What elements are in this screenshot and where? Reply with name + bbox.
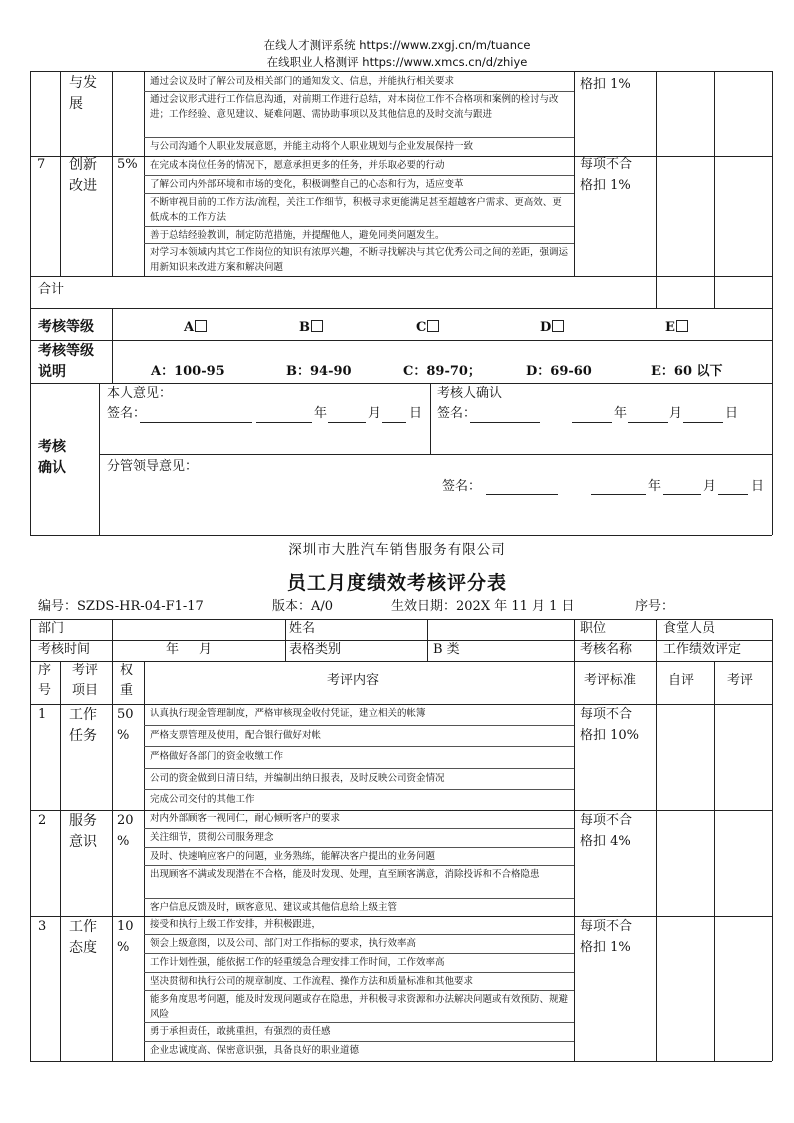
form-code: 编号：SZDS-HR-04-F1-17 <box>38 599 204 614</box>
grade-desc-e: E：60 以下 <box>651 364 723 379</box>
grade-checkbox[interactable] <box>552 320 564 332</box>
content-row: 领会上级意图，以及公司、部门对工作指标的要求，执行效率高 <box>150 938 417 949</box>
leader-sign-label: 签名： <box>442 479 482 494</box>
grade-desc-label-2: 说明 <box>38 364 66 380</box>
item-name-1: 工作 <box>69 919 97 935</box>
item7-content-row: 在完成本岗位任务的情况下，愿意承担更多的任务，并乐取必要的行动 <box>150 160 445 171</box>
grade-desc-b: B：94-90 <box>286 364 352 379</box>
grade-checkbox[interactable] <box>427 320 439 332</box>
name-label: 姓名 <box>289 621 316 636</box>
item7-content-row: 了解公司内外部环境和市场的变化，积极调整自己的心态和行为，适应变革 <box>150 179 464 190</box>
cont-content-row: 通过会议形式进行工作信息沟通，对前期工作进行总结，对本岗位工作不合格项和案例的检讨与改进；工作经验、意见建议、疑难问题、需协助事项以及其他信息的及时交流与跟进 <box>150 94 559 120</box>
self-score-cell[interactable] <box>657 811 713 915</box>
item-standard-2: 格扣 4% <box>580 834 631 849</box>
confirm-label-2: 确认 <box>38 460 66 476</box>
grade-label: 考核等级 <box>38 319 94 335</box>
leader-month-label: 月 <box>703 479 717 494</box>
item7-no: 7 <box>37 157 46 172</box>
item7-weight: 5% <box>117 157 138 172</box>
form-type-value: B 类 <box>433 642 460 657</box>
col-item-1: 考评 <box>72 663 99 678</box>
item-no: 3 <box>38 919 47 934</box>
item-weight-2: % <box>117 834 130 849</box>
item-standard-2: 格扣 1% <box>580 940 631 955</box>
content-row: 工作计划性强，能依据工作的轻重缓急合理安排工作时间，工作效率高 <box>150 957 445 968</box>
grade-desc-c: C：89-70； <box>403 364 481 379</box>
grade-option-e[interactable]: E <box>665 320 688 335</box>
grade-desc-label-1: 考核等级 <box>38 343 94 359</box>
position-value: 食堂人员 <box>663 621 716 636</box>
content-row: 企业忠诚度高、保密意识强，具备良好的职业道德 <box>150 1045 360 1056</box>
name-field[interactable] <box>428 620 573 639</box>
content-row: 及时、快速响应客户的问题，业务熟练，能解决客户提出的业务问题 <box>150 851 436 862</box>
cont-item-name-2: 展 <box>69 96 83 112</box>
col-no-1: 序 <box>38 663 52 678</box>
cont-content-row: 通过会议及时了解公司及相关部门的通知发文、信息，并能执行相关要求 <box>150 76 455 87</box>
leader-opinion-label: 分管领导意见： <box>107 459 199 474</box>
assessor-day-label: 日 <box>725 406 739 421</box>
content-row: 坚决贯彻和执行公司的规章制度、工作流程、操作方法和质量标准和其他要求 <box>150 976 474 987</box>
grade-option-a[interactable]: A <box>184 320 207 335</box>
item-weight-1: 50 <box>117 707 134 722</box>
dept-field[interactable] <box>113 620 284 639</box>
col-standard: 考评标准 <box>584 673 637 688</box>
grade-option-b[interactable]: B <box>299 320 323 335</box>
item7-standard-2: 格扣 1% <box>580 178 631 193</box>
item7-name-1: 创新 <box>69 157 97 173</box>
leader-sign-line[interactable] <box>486 494 558 495</box>
cont-content-row: 与公司沟通个人职业发展意愿，并能主动将个人职业规划与企业发展保持一致 <box>150 141 474 152</box>
assessor-sign-line[interactable] <box>470 422 540 423</box>
form-title: 员工月度绩效考核评分表 <box>286 572 507 594</box>
col-content: 考评内容 <box>327 673 380 688</box>
self-sign-line[interactable] <box>140 422 252 423</box>
item7-standard-1: 每项不合 <box>580 157 633 172</box>
content-row: 对内外部顾客一视同仁，耐心倾听客户的要求 <box>150 813 341 824</box>
assessor-year-label: 年 <box>614 406 628 421</box>
grade-checkbox[interactable] <box>311 320 323 332</box>
grade-checkbox[interactable] <box>676 320 688 332</box>
assess-score-cell[interactable] <box>715 811 771 915</box>
content-row: 能多角度思考问题，能及时发现问题或存在隐患，并积极寻求资源和办法解决问题或有效预防、规避风险 <box>150 994 569 1020</box>
item-standard-1: 每项不合 <box>580 813 633 828</box>
col-weight-2: 重 <box>120 683 134 698</box>
content-row: 客户信息反馈及时，顾客意见、建议或其他信息给上级主管 <box>150 902 398 913</box>
assessor-month-line[interactable] <box>628 422 668 423</box>
item-no: 2 <box>38 813 47 828</box>
cont-item-name-1: 与发 <box>69 75 97 91</box>
page-header-line-1: 在线人才测评系统 https://www.zxgj.cn/m/tuance <box>263 38 531 52</box>
self-score-cell[interactable] <box>657 917 713 1060</box>
item-weight-1: 10 <box>117 919 134 934</box>
content-row: 公司的资金做到日清日结，并编制出纳日报表，及时反映公司资金情况 <box>150 773 445 784</box>
self-month-line[interactable] <box>328 422 366 423</box>
self-month-label: 月 <box>368 406 382 421</box>
leader-year-label: 年 <box>648 479 662 494</box>
dept-label: 部门 <box>38 621 65 636</box>
col-self: 自评 <box>668 673 695 688</box>
item-name-2: 态度 <box>69 940 97 956</box>
item7-content-row: 不断审视目前的工作方法/流程，关注工作细节，积极寻求更能满足甚至超越客户需求、更高效、更低成本的工作方法 <box>150 197 562 223</box>
item-weight-1: 20 <box>117 813 134 828</box>
grade-option-c[interactable]: C <box>416 320 439 335</box>
self-day-label: 日 <box>409 406 423 421</box>
self-sign-label: 签名： <box>107 406 147 421</box>
self-year-line[interactable] <box>256 422 312 423</box>
assessor-day-line[interactable] <box>683 422 723 423</box>
period-year: 年 <box>166 642 180 657</box>
assessor-month-label: 月 <box>669 406 683 421</box>
period-label: 考核时间 <box>38 642 91 657</box>
leader-day-label: 日 <box>751 479 765 494</box>
confirm-label-1: 考核 <box>38 439 66 455</box>
company-name: 深圳市大胜汽车销售服务有限公司 <box>288 542 506 558</box>
item-standard-1: 每项不合 <box>580 707 633 722</box>
self-year-label: 年 <box>314 406 328 421</box>
effective-date: 生效日期：202X 年 11 月 1 日 <box>391 599 575 614</box>
item-weight-2: % <box>117 728 130 743</box>
form-type-label: 表格类别 <box>289 642 342 657</box>
assess-name-value: 工作绩效评定 <box>663 642 742 657</box>
item-standard-1: 每项不合 <box>580 919 633 934</box>
assessor-year-line[interactable] <box>572 422 612 423</box>
item-name-2: 任务 <box>69 728 97 744</box>
total-label: 合计 <box>38 282 65 297</box>
content-row: 严格做好各部门的资金收缴工作 <box>150 751 284 762</box>
assessor-sign-label: 签名： <box>437 406 477 421</box>
position-label: 职位 <box>580 621 607 636</box>
item-name-1: 工作 <box>69 707 97 723</box>
period-month: 月 <box>199 642 213 657</box>
leader-month-line[interactable] <box>663 494 701 495</box>
item7-content-row: 对学习本领域内其它工作岗位的知识有浓厚兴趣，不断寻找解决与其它优秀公司之间的差距，强调运用新知识来改进方案和解决问题 <box>150 247 569 273</box>
col-assess: 考评 <box>727 673 754 688</box>
content-row: 勇于承担责任，敢挑重担，有强烈的责任感 <box>150 1026 331 1037</box>
col-item-2: 项目 <box>72 683 99 698</box>
page-header-line-2: 在线职业人格测评 https://www.xmcs.cn/d/zhiye <box>266 55 528 69</box>
assess-score-cell[interactable] <box>715 705 771 809</box>
leader-day-line[interactable] <box>718 494 748 495</box>
grade-checkbox[interactable] <box>195 320 207 332</box>
serial-label: 序号： <box>635 599 675 614</box>
assessor-confirm-label: 考核人确认 <box>437 386 503 401</box>
col-weight-1: 权 <box>120 663 134 678</box>
item7-content-row: 善于总结经验教训，制定防范措施，并提醒他人，避免同类问题发生。 <box>150 230 445 241</box>
col-no-2: 号 <box>38 683 52 698</box>
item-name-2: 意识 <box>69 834 97 850</box>
grade-desc-a: A：100-95 <box>151 364 225 379</box>
content-row: 关注细节，贯彻公司服务理念 <box>150 832 274 843</box>
form-version: 版本：A/0 <box>272 599 334 614</box>
content-row: 认真执行现金管理制度，严格审核现金收付凭证，建立相关的帐簿 <box>150 708 426 719</box>
cont-standard: 格扣 1% <box>580 77 631 92</box>
grade-option-d[interactable]: D <box>540 320 564 335</box>
item-no: 1 <box>38 707 47 722</box>
assess-score-cell[interactable] <box>715 917 771 1060</box>
self-score-cell[interactable] <box>657 705 713 809</box>
item-standard-2: 格扣 10% <box>580 728 640 743</box>
content-row: 严格支票管理及使用，配合银行做好对帐 <box>150 730 322 741</box>
leader-year-line[interactable] <box>591 494 646 495</box>
content-row: 出现顾客不满或发现潜在不合格，能及时发现、处理，直至顾客满意，消除投诉和不合格隐患 <box>150 869 540 880</box>
self-day-line[interactable] <box>382 422 406 423</box>
item7-name-2: 改进 <box>69 178 97 194</box>
self-opinion-label: 本人意见： <box>107 386 173 401</box>
assess-name-label: 考核名称 <box>580 642 633 657</box>
item-weight-2: % <box>117 940 130 955</box>
grade-desc-d: D：69-60 <box>526 364 592 379</box>
content-row: 完成公司交付的其他工作 <box>150 794 255 805</box>
content-row: 接受和执行上级工作安排，并积极跟进， <box>150 919 322 930</box>
item-name-1: 服务 <box>69 813 97 829</box>
